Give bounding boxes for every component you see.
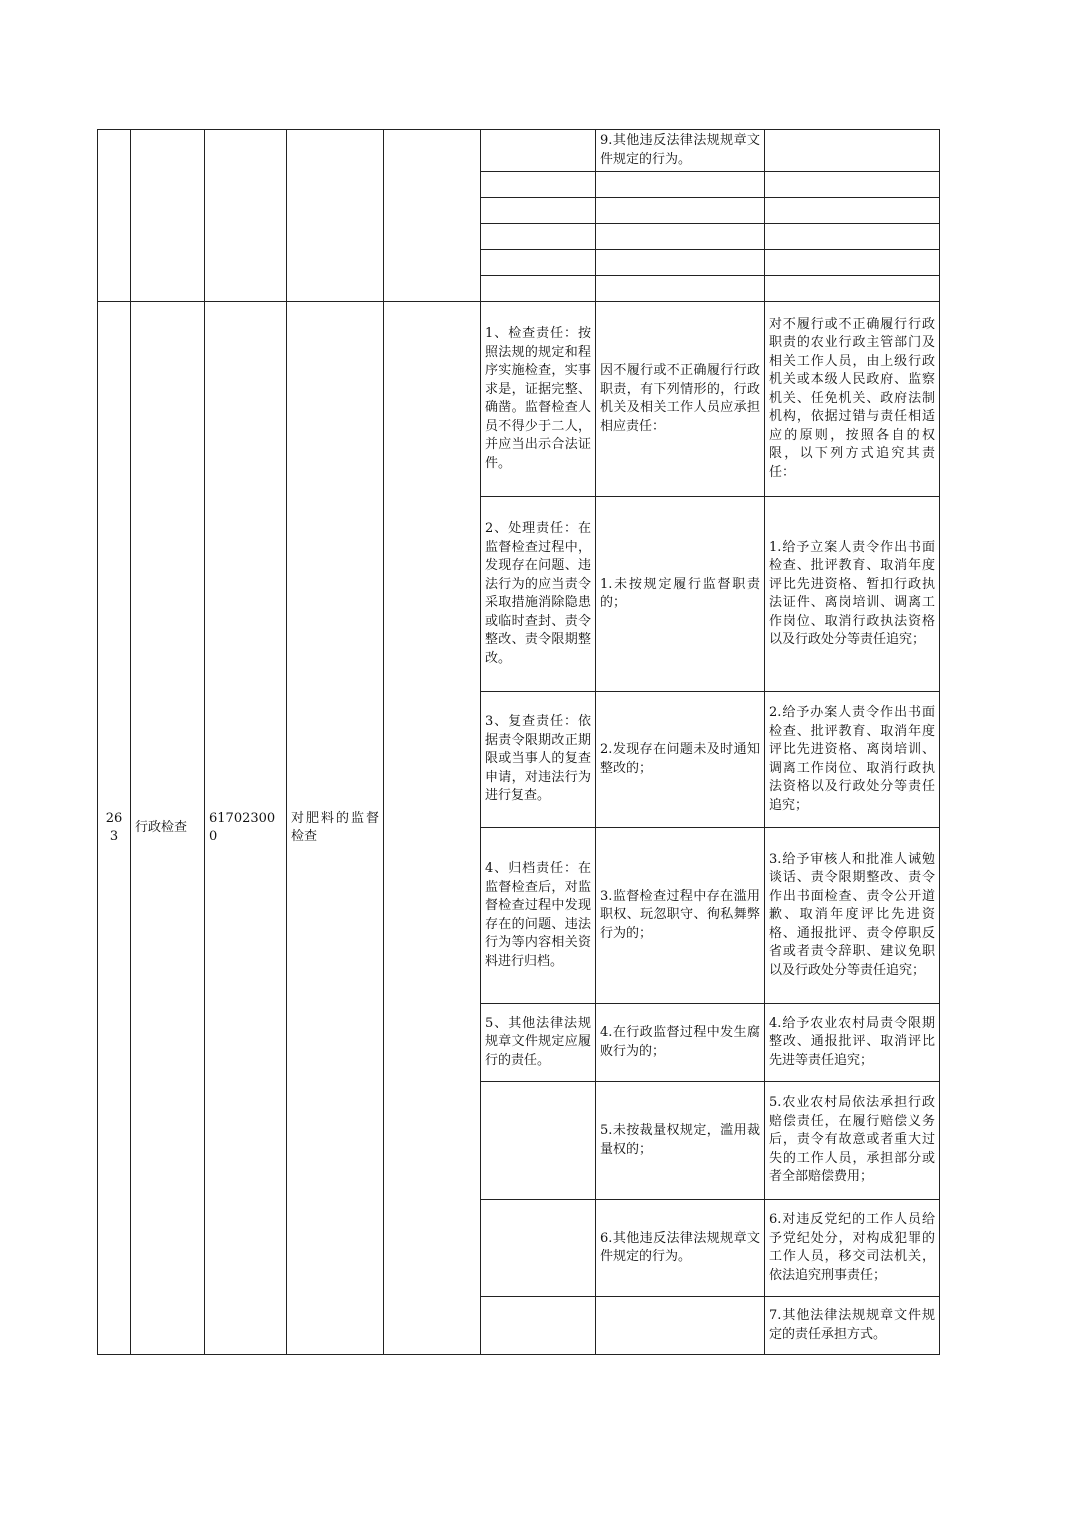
responsibility-cell: [481, 276, 596, 302]
situation-cell: 1.未按规定履行监督职责的；: [596, 497, 765, 692]
responsibility-cell: 5、其他法律法规规章文件规定应履行的责任。: [481, 1004, 596, 1082]
seq-cell-prev: [98, 130, 131, 302]
situation-cell: 3.监督检查过程中存在滥用职权、玩忽职守、徇私舞弊行为的；: [596, 828, 765, 1004]
item-name-cell: 对肥料的监督检查: [287, 302, 384, 1355]
accountability-cell: [765, 250, 940, 276]
situation-cell: [596, 276, 765, 302]
accountability-cell: 5.农业农村局依法承担行政赔偿责任，在履行赔偿义务后，责令有故意或者重大过失的工作人员，承担部分或者全部赔偿费用；: [765, 1082, 940, 1200]
responsibility-table: [97, 129, 940, 1355]
accountability-cell: [765, 130, 940, 172]
accountability-cell: [765, 172, 940, 198]
accountability-cell: [765, 276, 940, 302]
responsibility-cell: 1、检查责任：按照法规的规定和程序实施检查，实事求是，证据完整、确凿。监督检查人员不得少于二人，并应当出示合法证件。: [481, 302, 596, 497]
accountability-cell: 3.给予审核人和批准人诫勉谈话、责令限期整改、责令作出书面检查、责令公开道歉、取消年度评比先进资格、通报批评、责令停职反省或者责令辞职、建议免职以及行政处分等责任追究；: [765, 828, 940, 1004]
situation-cell: 因不履行或不正确履行行政职责，有下列情形的，行政机关及相关工作人员应承担相应责任：: [596, 302, 765, 497]
name-cell-prev: [287, 130, 384, 302]
situation-cell: 5.未按裁量权规定，滥用裁量权的；: [596, 1082, 765, 1200]
responsibility-cell: 3、复查责任：依据责令限期改正期限或当事人的复查申请，对违法行为进行复查。: [481, 692, 596, 828]
code-cell: 617023000: [205, 302, 287, 1355]
situation-cell: [596, 224, 765, 250]
situation-cell: [596, 198, 765, 224]
code-cell-prev: [205, 130, 287, 302]
situation-cell: 6.其他违反法律法规规章文件规定的行为。: [596, 1200, 765, 1297]
accountability-cell: 1.给予立案人责令作出书面检查、批评教育、取消年度评比先进资格、暂扣行政执法证件、离岗培训、调离工作岗位、取消行政执法资格以及行政处分等责任追究；: [765, 497, 940, 692]
accountability-cell: 对不履行或不正确履行行政职责的农业行政主管部门及相关工作人员，由上级行政机关或本级人民政府、监察机关、任免机关、政府法制机构，依据过错与责任相适应的原则，按照各自的权限，以下列方式追究其责任：: [765, 302, 940, 497]
situation-cell: [596, 172, 765, 198]
responsibility-cell: [481, 1200, 596, 1297]
responsibility-cell: [481, 1297, 596, 1355]
accountability-cell: [765, 198, 940, 224]
accountability-cell: 6.对违反党纪的工作人员给予党纪处分，对构成犯罪的工作人员，移交司法机关，依法追究刑事责任；: [765, 1200, 940, 1297]
responsibility-cell: [481, 224, 596, 250]
accountability-cell: 4.给予农业农村局责令限期整改、通报批评、取消评比先进等责任追究；: [765, 1004, 940, 1082]
situation-cell: [596, 250, 765, 276]
responsibility-cell: [481, 198, 596, 224]
basis-cell-prev: [384, 130, 481, 302]
responsibility-cell: [481, 250, 596, 276]
accountability-cell: [765, 224, 940, 250]
accountability-cell: 7.其他法律法规规章文件规定的责任承担方式。: [765, 1297, 940, 1355]
situation-cell: [596, 1297, 765, 1355]
responsibility-cell: [481, 172, 596, 198]
responsibility-cell: [481, 1082, 596, 1200]
situation-cell: 2.发现存在问题未及时通知整改的；: [596, 692, 765, 828]
situation-cell: 9.其他违反法律法规规章文件规定的行为。: [596, 130, 765, 172]
responsibility-cell: 2、处理责任：在监督检查过程中，发现存在问题、违法行为的应当责令采取措施消除隐患或临时查封、责令整改、责令限期整改。: [481, 497, 596, 692]
table-row: [98, 302, 940, 497]
category-cell-prev: [131, 130, 205, 302]
responsibility-cell: 4、归档责任：在监督检查后，对监督检查过程中发现存在的问题、违法行为等内容相关资料进行归档。: [481, 828, 596, 1004]
basis-cell: [384, 302, 481, 1355]
category-cell: 行政检查: [131, 302, 205, 1355]
seq-cell: 263: [98, 302, 131, 1355]
table-row: [98, 130, 940, 172]
accountability-cell: 2.给予办案人责令作出书面检查、批评教育、取消年度评比先进资格、离岗培训、调离工作岗位、取消行政执法资格以及行政处分等责任追究；: [765, 692, 940, 828]
responsibility-cell: [481, 130, 596, 172]
situation-cell: 4.在行政监督过程中发生腐败行为的；: [596, 1004, 765, 1082]
